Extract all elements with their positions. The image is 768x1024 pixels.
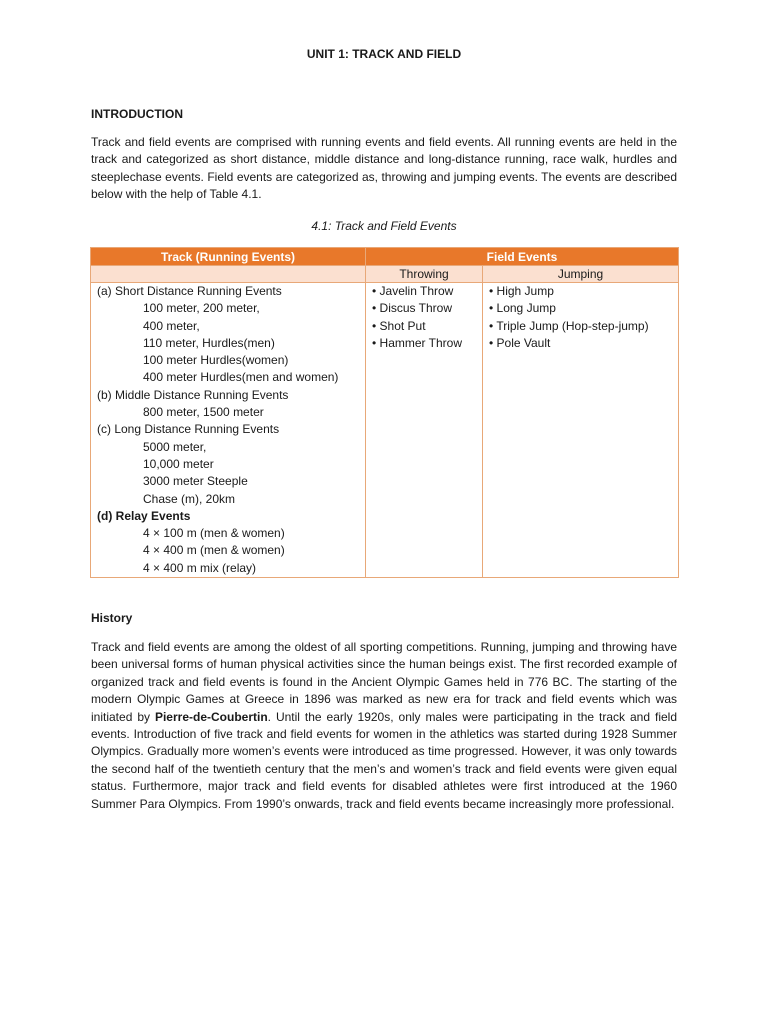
track-line: 100 meter Hurdles(women) bbox=[143, 353, 289, 368]
throwing-header: Throwing bbox=[366, 266, 483, 283]
track-line: 100 meter, 200 meter, bbox=[143, 301, 260, 316]
track-line: 400 meter Hurdles(men and women) bbox=[143, 370, 339, 385]
track-header: Track (Running Events) bbox=[91, 248, 366, 266]
jumping-item: • Triple Jump (Hop-step-jump) bbox=[489, 318, 649, 333]
history-text-after: . Until the early 1920s, only males were participating in the track and field events. Introduction of five track and field events for women in the athletics was started during 1928 Summer Olympics. Gradually more women’s events were introduced as time progressed. However, it was only towards the second half of the twentieth century that the men’s and women’s track and field events were given equal status. Furthermore, major track and field events for disabled athletes were first introduced at the 1960 Summer Para Olympics. From 1990’s onwards, track and field events became increasingly more professional. bbox=[91, 709, 678, 811]
throwing-events-cell bbox=[366, 283, 483, 578]
history-heading: History bbox=[91, 611, 133, 625]
history-paragraph bbox=[91, 639, 677, 813]
events-table bbox=[90, 247, 679, 578]
track-line: 4 × 400 m mix (relay) bbox=[143, 560, 257, 575]
track-line: 4 × 400 m (men & women) bbox=[143, 543, 285, 558]
track-line: 10,000 meter bbox=[143, 456, 214, 471]
jumping-item: • Long Jump bbox=[489, 301, 556, 316]
track-line: (b) Middle Distance Running Events bbox=[97, 387, 289, 402]
throwing-item: • Hammer Throw bbox=[372, 335, 462, 350]
track-line: (c) Long Distance Running Events bbox=[97, 422, 280, 437]
track-line: 110 meter, Hurdles(men) bbox=[143, 335, 275, 350]
throwing-item: • Shot Put bbox=[372, 318, 426, 333]
jumping-item: • Pole Vault bbox=[489, 335, 551, 350]
track-line: Chase (m), 20km bbox=[143, 491, 236, 506]
history-emphasis: Pierre-de-Coubertin bbox=[154, 709, 268, 724]
track-line: (d) Relay Events bbox=[97, 508, 191, 523]
track-line: 4 × 100 m (men & women) bbox=[143, 526, 285, 541]
track-line: 5000 meter, bbox=[143, 439, 207, 454]
introduction-paragraph: Track and field events are comprised with running events and field events. All running events are held in the track and categorized as short distance, middle distance and long-distance running, race walk, hurdles and steeplechase events. Field events are categorized as, throwing and jumping events. The events are described below with the help of Table 4.1. bbox=[91, 135, 677, 202]
jumping-events-cell bbox=[483, 283, 679, 578]
track-subheader-blank bbox=[91, 266, 366, 283]
table-caption: 4.1: Track and Field Events bbox=[311, 219, 457, 233]
jumping-header: Jumping bbox=[483, 266, 679, 283]
track-events-cell bbox=[91, 283, 366, 578]
unit-title: UNIT 1: TRACK AND FIELD bbox=[306, 47, 462, 61]
track-line: (a) Short Distance Running Events bbox=[97, 284, 282, 298]
throwing-item: • Javelin Throw bbox=[372, 284, 454, 298]
track-line: 3000 meter Steeple bbox=[143, 474, 248, 489]
field-events-header: Field Events bbox=[366, 248, 679, 266]
throwing-item: • Discus Throw bbox=[372, 301, 452, 316]
introduction-heading: INTRODUCTION bbox=[91, 107, 183, 121]
history-text-before: Track and field events are among the oldest of all sporting competitions. Running, jumping and throwing have been universal forms of human physical activities since the human beings exist. The first recorded example of organized track and field events is found in the Ancient Olympic Games held in 776 BC. The starting of the modern Olympic Games at Greece in 1896 was marked as new era for track and field events which was initiated by bbox=[91, 640, 677, 724]
track-line: 400 meter, bbox=[143, 318, 200, 333]
track-line: 800 meter, 1500 meter bbox=[143, 405, 264, 420]
jumping-item: • High Jump bbox=[489, 284, 554, 298]
